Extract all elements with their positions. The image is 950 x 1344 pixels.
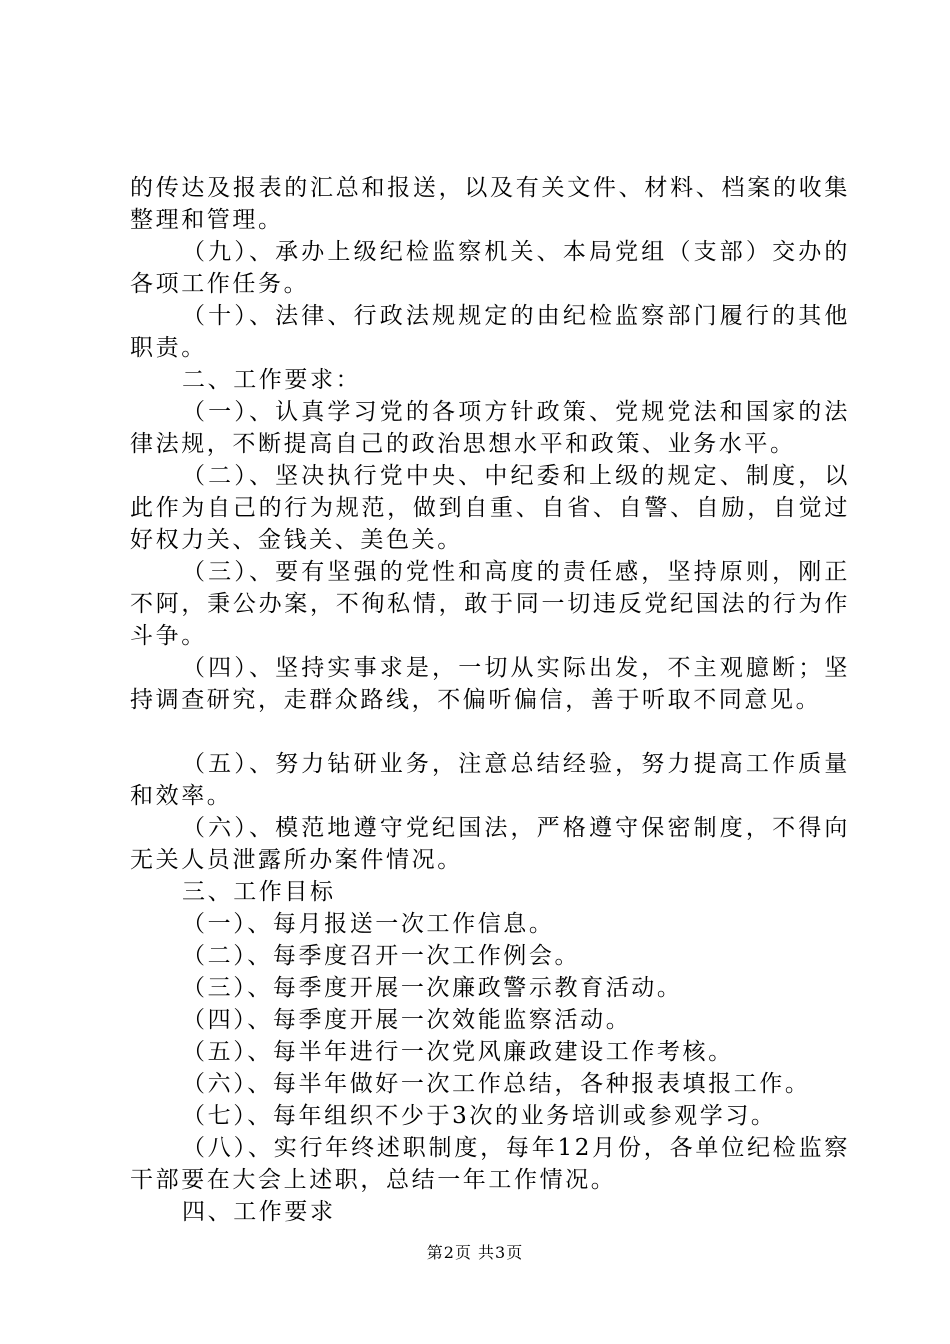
goal-item-3: （三）、每季度开展一次廉政警示教育活动。 <box>182 975 683 1001</box>
goal-item-6: （六）、每半年做好一次工作总结，各种报表填报工作。 <box>182 1071 811 1097</box>
page-footer-indicator: 第2页 共3页 <box>426 1243 524 1262</box>
section-heading-work-goals: 三、工作目标 <box>182 879 336 905</box>
section-heading-work-requirements-4: 四、工作要求 <box>182 1199 336 1225</box>
paragraph-requirement-4: （四）、坚持实事求是，一切从实际出发，不主观臆断；坚持调查研究，走群众路线，不偏听偏信，善于听取不同意见。 <box>130 655 850 713</box>
goal-item-5: （五）、每半年进行一次党风廉政建设工作考核。 <box>182 1039 734 1065</box>
paragraph-duty-10: （十）、法律、行政法规规定的由纪检监察部门履行的其他职责。 <box>130 303 850 361</box>
paragraph-requirement-3: （三）、要有坚强的党性和高度的责任感，坚持原则，刚正不阿，秉公办案，不徇私情，敢于同一切违反党纪国法的行为作斗争。 <box>130 559 850 649</box>
paragraph-duty-9: （九）、承办上级纪检监察机关、本局党组（支部）交办的各项工作任务。 <box>130 239 850 297</box>
section-heading-work-requirements: 二、工作要求： <box>182 367 362 393</box>
paragraph-requirement-6: （六）、模范地遵守党纪国法，严格遵守保密制度，不得向无关人员泄露所办案件情况。 <box>130 815 850 873</box>
paragraph-requirement-2: （二）、坚决执行党中央、中纪委和上级的规定、制度，以此作为自己的行为规范，做到自重、自省、自警、自励，自觉过好权力关、金钱关、美色关。 <box>130 463 850 553</box>
document-body <box>130 172 850 1228</box>
paragraph-continued-archive-duties: 的传达及报表的汇总和报送，以及有关文件、材料、档案的收集整理和管理。 <box>130 175 850 233</box>
goal-item-4: （四）、每季度开展一次效能监察活动。 <box>182 1007 632 1033</box>
goal-item-7: （七）、每年组织不少于3次的业务培训或参观学习。 <box>182 1103 777 1129</box>
goal-item-8: （八）、实行年终述职制度，每年12月份，各单位纪检监察干部要在大会上述职，总结一年工作情况。 <box>130 1135 850 1193</box>
paragraph-requirement-1: （一）、认真学习党的各项方针政策、党规党法和国家的法律法规，不断提高自己的政治思想水平和政策、业务水平。 <box>130 399 850 457</box>
goal-item-1: （一）、每月报送一次工作信息。 <box>182 911 555 937</box>
paragraph-requirement-5: （五）、努力钻研业务，注意总结经验，努力提高工作质量和效率。 <box>130 751 850 809</box>
goal-item-2: （二）、每季度召开一次工作例会。 <box>182 943 581 969</box>
